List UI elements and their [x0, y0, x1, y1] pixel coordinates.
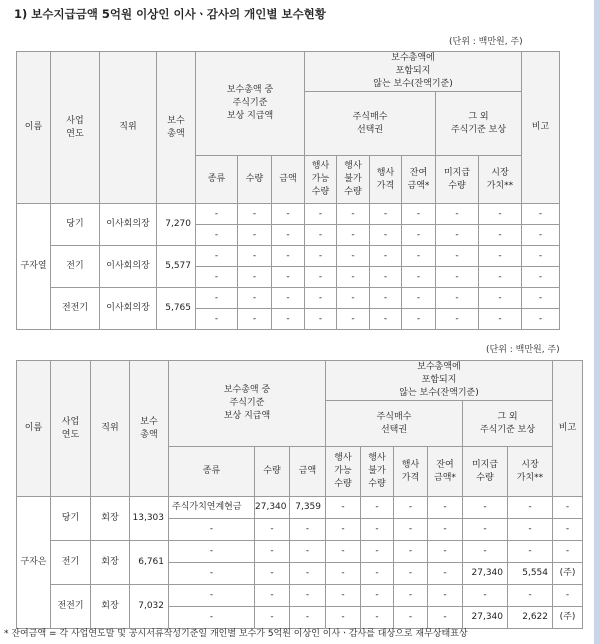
data-cell: -	[428, 607, 463, 629]
fiscal-year: 당기	[51, 204, 100, 246]
data-cell: (주)	[553, 563, 583, 585]
data-cell: 2,622	[508, 607, 553, 629]
data-cell: -	[305, 288, 337, 309]
data-cell: -	[337, 309, 370, 330]
data-cell: -	[169, 607, 255, 629]
data-cell: -	[255, 607, 290, 629]
header-non-exercisable-qty: 행사 불가 수량	[337, 156, 370, 204]
header-amount: 금액	[290, 447, 326, 497]
header-remaining-amount: 잔여 금액*	[402, 156, 436, 204]
header-non-exercisable-qty: 행사 불가 수량	[361, 447, 394, 497]
data-cell: -	[402, 246, 436, 267]
data-cell: -	[436, 288, 479, 309]
header-other-stock-comp: 그 외 주식기준 보상	[436, 92, 522, 156]
table-row	[17, 541, 583, 563]
data-cell: -	[479, 204, 522, 225]
data-cell: -	[479, 246, 522, 267]
data-cell: -	[522, 246, 560, 267]
total-pay: 5,577	[157, 246, 196, 288]
header-position: 직위	[91, 361, 130, 497]
table-row	[17, 497, 583, 519]
data-cell: -	[326, 519, 361, 541]
table-row	[17, 246, 560, 267]
data-cell: -	[326, 607, 361, 629]
data-cell: -	[553, 519, 583, 541]
position: 회장	[91, 585, 130, 629]
data-cell: -	[394, 497, 428, 519]
data-cell: -	[361, 541, 394, 563]
header-position: 직위	[100, 52, 157, 204]
position: 이사회의장	[100, 288, 157, 330]
data-cell: -	[290, 585, 326, 607]
position: 회장	[91, 541, 130, 585]
header-remaining-amount: 잔여 금액*	[428, 447, 463, 497]
data-cell: -	[290, 541, 326, 563]
data-cell: -	[196, 288, 238, 309]
data-cell: -	[370, 288, 402, 309]
header-unpaid-qty: 미지급 수량	[463, 447, 508, 497]
data-cell: -	[337, 225, 370, 246]
data-cell: -	[361, 585, 394, 607]
table-row	[17, 288, 560, 309]
header-name: 이름	[17, 361, 51, 497]
data-cell: -	[370, 267, 402, 288]
header-exercise-price: 행사 가격	[394, 447, 428, 497]
footnote: * 잔여금액 = 각 사업연도말 및 공시서류작성기준일 개인별 보수가 5억원 이상인 이사ㆍ감사를 대상으로 재무상태표상	[4, 629, 468, 639]
position: 이사회의장	[100, 246, 157, 288]
data-cell: -	[370, 225, 402, 246]
data-cell: -	[337, 204, 370, 225]
data-cell: -	[522, 309, 560, 330]
data-cell: -	[394, 519, 428, 541]
data-cell: -	[522, 267, 560, 288]
fiscal-year: 전기	[51, 246, 100, 288]
data-cell: -	[361, 563, 394, 585]
data-cell: -	[196, 204, 238, 225]
data-cell: -	[272, 288, 305, 309]
total-pay: 7,032	[130, 585, 169, 629]
data-cell: -	[238, 225, 272, 246]
data-cell: -	[479, 267, 522, 288]
header-stock-based-pay: 보수총액 중 주식기준 보상 지급액	[196, 52, 305, 156]
data-cell: -	[238, 246, 272, 267]
data-cell: -	[272, 225, 305, 246]
data-cell: -	[436, 246, 479, 267]
unit-label-2: (단위 : 백만원, 주)	[486, 345, 560, 355]
data-cell: -	[428, 497, 463, 519]
data-cell: (주)	[553, 607, 583, 629]
table-row	[17, 204, 560, 225]
header-market-value: 시장 가치**	[508, 447, 553, 497]
data-cell: -	[305, 204, 337, 225]
compensation-table-2	[16, 360, 583, 629]
header-kind: 종류	[169, 447, 255, 497]
data-cell: 27,340	[255, 497, 290, 519]
data-cell: 5,554	[508, 563, 553, 585]
data-cell: -	[553, 497, 583, 519]
header-amount: 금액	[272, 156, 305, 204]
header-exercisable-qty: 행사 가능 수량	[326, 447, 361, 497]
data-cell: -	[305, 309, 337, 330]
data-cell: -	[196, 225, 238, 246]
data-cell: -	[428, 563, 463, 585]
data-cell: -	[326, 563, 361, 585]
unit-label-1: (단위 : 백만원, 주)	[449, 37, 523, 47]
header-qty: 수량	[255, 447, 290, 497]
header-qty: 수량	[238, 156, 272, 204]
data-cell: -	[169, 563, 255, 585]
compensation-table-1	[16, 51, 560, 330]
data-cell: -	[272, 309, 305, 330]
data-cell: -	[196, 309, 238, 330]
data-cell: 27,340	[463, 563, 508, 585]
total-pay: 13,303	[130, 497, 169, 541]
data-cell: -	[522, 288, 560, 309]
data-cell: -	[255, 563, 290, 585]
table-row	[17, 585, 583, 607]
data-cell: -	[370, 246, 402, 267]
header-total: 보수 총액	[130, 361, 169, 497]
data-cell: 7,359	[290, 497, 326, 519]
data-cell: -	[305, 267, 337, 288]
data-cell: -	[255, 519, 290, 541]
data-cell: -	[394, 563, 428, 585]
data-cell: -	[326, 585, 361, 607]
data-cell: -	[436, 225, 479, 246]
data-cell: -	[479, 288, 522, 309]
data-cell: -	[255, 585, 290, 607]
data-cell: -	[436, 267, 479, 288]
total-pay: 6,761	[130, 541, 169, 585]
data-cell: -	[370, 309, 402, 330]
data-cell: -	[508, 585, 553, 607]
header-stock-based-pay: 보수총액 중 주식기준 보상 지급액	[169, 361, 326, 447]
data-cell: -	[272, 246, 305, 267]
header-stock-options: 주식매수 선택권	[305, 92, 436, 156]
header-excluded-pay: 보수총액에 포함되지 않는 보수(잔액기준)	[305, 52, 522, 92]
data-cell: -	[255, 541, 290, 563]
data-cell: -	[553, 541, 583, 563]
header-year: 사업 연도	[51, 361, 91, 497]
data-cell: -	[394, 541, 428, 563]
data-cell: -	[428, 541, 463, 563]
data-cell: -	[370, 204, 402, 225]
header-total: 보수 총액	[157, 52, 196, 204]
data-cell: -	[508, 497, 553, 519]
data-cell: -	[337, 246, 370, 267]
header-exercisable-qty: 행사 가능 수량	[305, 156, 337, 204]
data-cell: -	[290, 607, 326, 629]
data-cell: -	[394, 607, 428, 629]
data-cell: -	[394, 585, 428, 607]
data-cell: -	[402, 288, 436, 309]
header-other-stock-comp: 그 외 주식기준 보상	[463, 401, 553, 447]
header-year: 사업 연도	[51, 52, 100, 204]
data-cell: -	[522, 204, 560, 225]
person-name: 구자열	[17, 204, 51, 330]
section-title: 1) 보수지급금액 5억원 이상인 이사ㆍ감사의 개인별 보수현황	[14, 7, 326, 21]
data-cell: -	[436, 309, 479, 330]
data-cell: -	[238, 267, 272, 288]
data-cell: -	[522, 225, 560, 246]
data-cell: -	[436, 204, 479, 225]
data-cell: -	[361, 497, 394, 519]
data-cell: -	[305, 246, 337, 267]
data-cell: -	[169, 519, 255, 541]
header-remarks: 비고	[522, 52, 560, 204]
position: 이사회의장	[100, 204, 157, 246]
data-cell: -	[361, 519, 394, 541]
data-cell: -	[402, 309, 436, 330]
fiscal-year: 당기	[51, 497, 91, 541]
data-cell: -	[463, 497, 508, 519]
header-name: 이름	[17, 52, 51, 204]
data-cell: -	[337, 267, 370, 288]
data-cell: -	[290, 563, 326, 585]
data-cell: -	[169, 585, 255, 607]
data-cell: -	[290, 519, 326, 541]
header-remarks: 비고	[553, 361, 583, 497]
total-pay: 5,765	[157, 288, 196, 330]
data-cell: -	[196, 267, 238, 288]
data-cell: -	[428, 585, 463, 607]
data-cell: -	[463, 541, 508, 563]
data-cell: -	[305, 225, 337, 246]
data-cell: -	[326, 497, 361, 519]
data-cell: -	[238, 309, 272, 330]
data-cell: -	[402, 267, 436, 288]
data-cell: -	[337, 288, 370, 309]
data-cell: -	[238, 288, 272, 309]
data-cell: -	[479, 225, 522, 246]
data-cell: -	[402, 225, 436, 246]
data-cell: -	[479, 309, 522, 330]
data-cell: -	[553, 585, 583, 607]
header-market-value: 시장 가치**	[479, 156, 522, 204]
data-cell: -	[326, 541, 361, 563]
total-pay: 7,270	[157, 204, 196, 246]
fiscal-year: 전기	[51, 541, 91, 585]
data-cell: -	[272, 267, 305, 288]
data-cell: -	[463, 585, 508, 607]
header-exercise-price: 행사 가격	[370, 156, 402, 204]
data-cell: -	[238, 204, 272, 225]
fiscal-year: 전전기	[51, 585, 91, 629]
person-name: 구자은	[17, 497, 51, 629]
data-cell: -	[196, 246, 238, 267]
data-cell: -	[463, 519, 508, 541]
data-cell: -	[361, 607, 394, 629]
position: 회장	[91, 497, 130, 541]
header-stock-options: 주식매수 선택권	[326, 401, 463, 447]
header-excluded-pay: 보수총액에 포함되지 않는 보수(잔액기준)	[326, 361, 553, 401]
data-cell: 주식가치연계현금	[169, 497, 255, 519]
header-kind: 종류	[196, 156, 238, 204]
data-cell: -	[508, 519, 553, 541]
header-unpaid-qty: 미지급 수량	[436, 156, 479, 204]
fiscal-year: 전전기	[51, 288, 100, 330]
vertical-scrollbar[interactable]	[594, 0, 600, 644]
data-cell: -	[169, 541, 255, 563]
data-cell: 27,340	[463, 607, 508, 629]
data-cell: -	[428, 519, 463, 541]
data-cell: -	[272, 204, 305, 225]
data-cell: -	[508, 541, 553, 563]
data-cell: -	[402, 204, 436, 225]
